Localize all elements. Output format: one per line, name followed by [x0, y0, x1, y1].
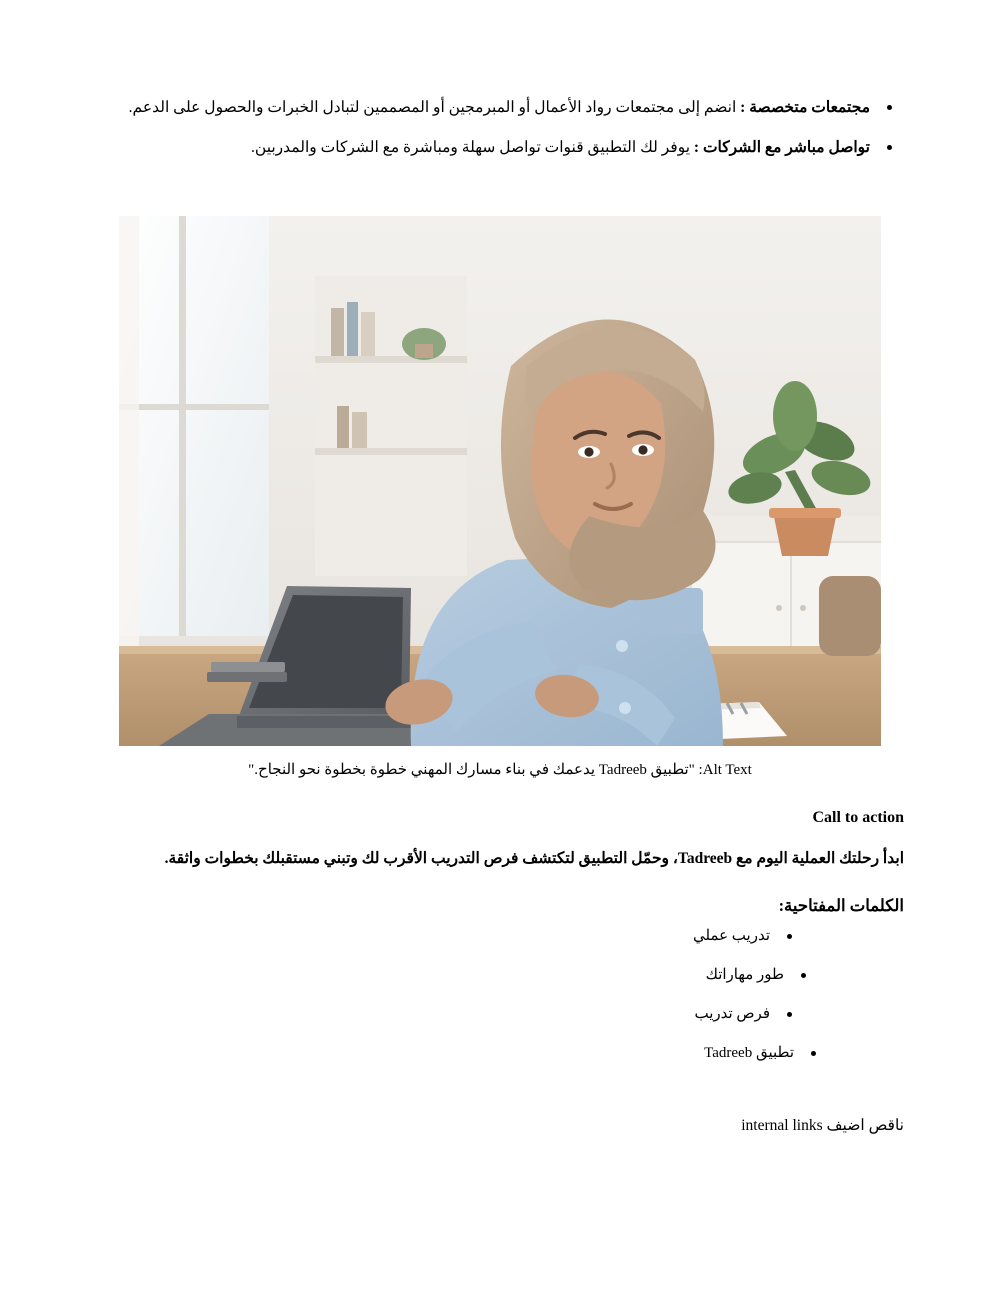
top-bullet-list — [96, 96, 904, 160]
document-content — [96, 96, 904, 1135]
alt-text-value: : "تطبيق Tadreeb يدعمك في بناء مسارك المهني خطوة بخطوة نحو النجاح." — [248, 762, 703, 779]
list-item: طور مهاراتك — [96, 965, 818, 984]
photo-woman-with-laptop — [119, 216, 881, 746]
list-item: تدريب عملي — [96, 926, 804, 945]
keywords-list — [96, 926, 904, 1062]
list-item: تطبيق Tadreeb — [96, 1043, 828, 1062]
bullet-title: تواصل مباشر مع الشركات : — [693, 139, 870, 157]
list-item — [96, 136, 904, 160]
figure-alt-caption — [96, 760, 904, 779]
list-item: فرص تدريب — [96, 1004, 804, 1023]
cta-body: ابدأ رحلتك العملية اليوم مع Tadreeb، وحمّل التطبيق لتكتشف فرص التدريب الأقرب لك وتبني مستقبلك بخطوات واثقة. — [164, 850, 904, 868]
list-item — [96, 96, 904, 120]
keywords-heading: الكلمات المفتاحية: — [778, 896, 904, 916]
bullet-text: يوفر لك التطبيق قنوات تواصل سهلة ومباشرة مع الشركات والمدربين. — [251, 139, 694, 157]
bullet-text: انضم إلى مجتمعات رواد الأعمال أو المبرمجين أو المصممين لتبادل الخبرات والحصول على الدعم. — [128, 99, 741, 116]
bullet-title: مجتمعات متخصصة : — [740, 99, 870, 116]
cta-heading: Call to action — [812, 809, 904, 827]
figure-block — [96, 216, 904, 746]
alt-text-label: Alt Text — [702, 762, 752, 779]
footer-note: ناقص اضيف internal links — [741, 1117, 904, 1135]
